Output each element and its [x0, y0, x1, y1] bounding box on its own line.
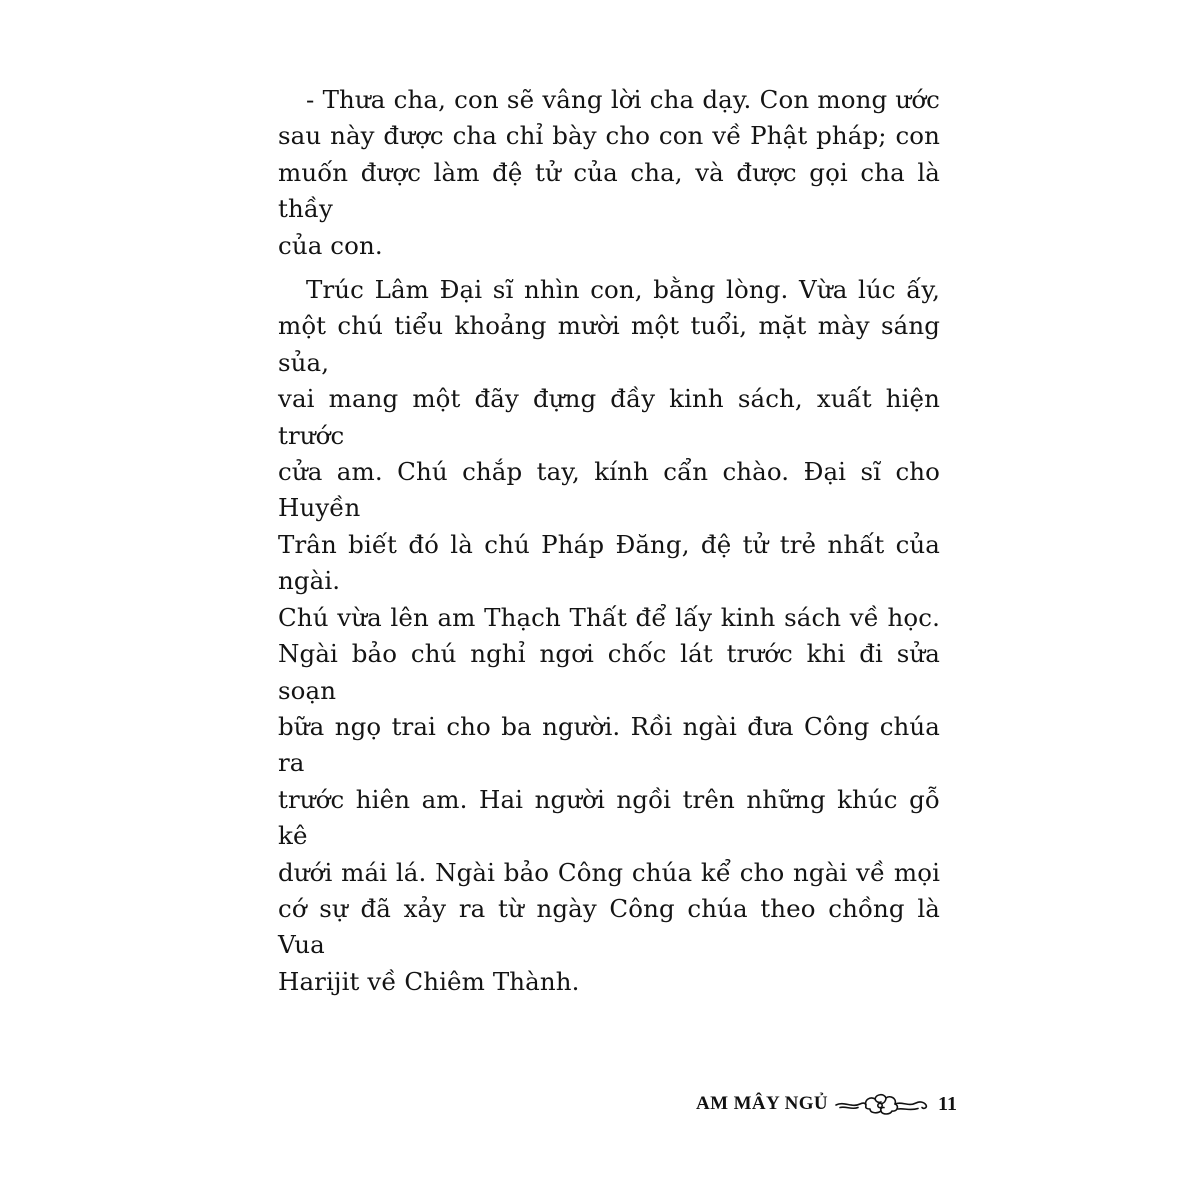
page-number: 11: [938, 1092, 957, 1115]
text-line: Harijit về Chiêm Thành.: [278, 966, 580, 996]
text-line: cớ sự đã xảy ra từ ngày Công chúa theo chồng là Vua: [278, 893, 940, 960]
text-line: dưới mái lá. Ngài bảo Công chúa kể cho ngài về mọi: [278, 857, 940, 887]
paragraph-gap: [278, 264, 940, 272]
page-footer: [696, 1086, 957, 1122]
body-text: [278, 82, 940, 1000]
text-line: Trúc Lâm Đại sĩ nhìn con, bằng lòng. Vừa lúc ấy,: [306, 275, 940, 305]
text-line: sau này được cha chỉ bày cho con về Phật pháp; con: [278, 121, 940, 151]
text-line: một chú tiểu khoảng mười một tuổi, mặt mày sáng sủa,: [278, 311, 940, 377]
text-line: muốn được làm đệ tử của cha, và được gọi cha là thầy: [278, 157, 940, 224]
text-line: bữa ngọ trai cho ba người. Rồi ngài đưa Công chúa ra: [278, 711, 940, 778]
paragraph-2: [278, 272, 940, 1000]
text-line: của con.: [278, 230, 383, 260]
text-line: Ngài bảo chú nghỉ ngơi chốc lát trước khi đi sửa soạn: [278, 639, 940, 705]
text-line: - Thưa cha, con sẽ vâng lời cha dạy. Con mong ước: [306, 85, 940, 114]
text-line: Trân biết đó là chú Pháp Đăng, đệ tử trẻ nhất của ngài.: [278, 529, 940, 596]
cloud-ornament-icon: [834, 1088, 930, 1120]
text-line: Chú vừa lên am Thạch Thất để lấy kinh sách về học.: [278, 602, 940, 632]
text-line: trước hiên am. Hai người ngồi trên những khúc gỗ kê: [278, 784, 940, 851]
paragraph-1: [278, 82, 940, 264]
text-line: cửa am. Chú chắp tay, kính cẩn chào. Đại sĩ cho Huyền: [278, 457, 940, 523]
book-title: AM MÂY NGỦ: [696, 1093, 829, 1114]
text-line: vai mang một đãy đựng đầy kinh sách, xuất hiện trước: [278, 384, 940, 450]
